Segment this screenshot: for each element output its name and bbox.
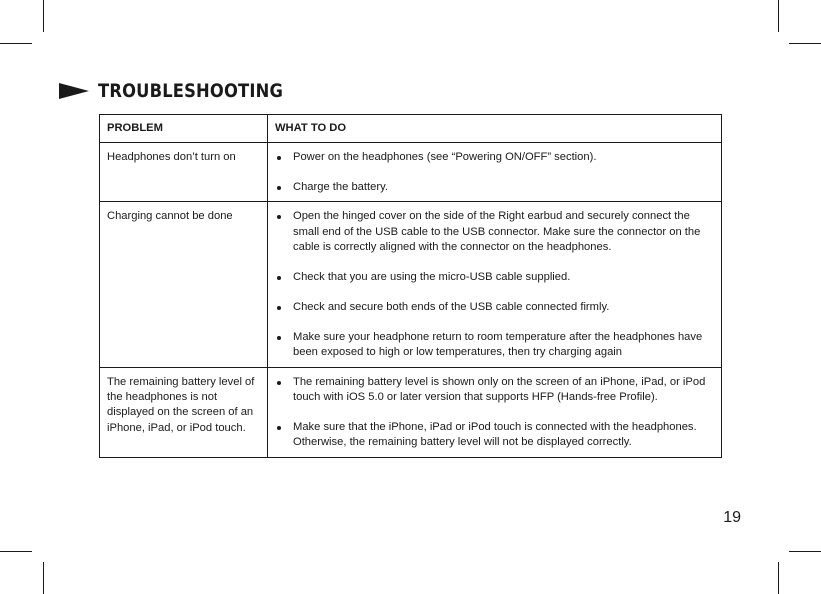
arrow-icon bbox=[59, 82, 89, 100]
crop-mark-bottom-left-vertical bbox=[43, 562, 44, 594]
header-what-to-do: WHAT TO DO bbox=[268, 115, 722, 143]
table-row bbox=[100, 367, 722, 457]
problem-cell: Headphones don’t turn on bbox=[100, 143, 268, 202]
actions-cell bbox=[268, 202, 722, 367]
action-item: The remaining battery level is shown only on the screen of an iPhone, iPad, or iPod touch with iOS 5.0 or later version that supports HFP (Hands-free Profile). bbox=[275, 375, 713, 406]
crop-mark-bottom-left-horizontal bbox=[0, 551, 32, 552]
troubleshooting-table bbox=[99, 114, 722, 458]
problem-cell: Charging cannot be done bbox=[100, 202, 268, 367]
crop-mark-top-right-horizontal bbox=[789, 43, 821, 44]
crop-mark-top-left-horizontal bbox=[0, 43, 32, 44]
crop-mark-bottom-right-horizontal bbox=[789, 551, 821, 552]
page-number: 19 bbox=[723, 509, 741, 526]
action-item: Make sure that the iPhone, iPad or iPod touch is connected with the headphones. Otherwise, the remaining battery level will not be displayed correctly. bbox=[275, 420, 713, 451]
action-list bbox=[275, 150, 713, 195]
action-item: Charge the battery. bbox=[275, 180, 713, 195]
problem-cell: The remaining battery level of the headphones is not displayed on the screen of an iPhone, iPad, or iPod touch. bbox=[100, 367, 268, 457]
action-list bbox=[275, 209, 713, 360]
crop-mark-top-right-vertical bbox=[778, 0, 779, 32]
action-list bbox=[275, 375, 713, 451]
crop-mark-bottom-right-vertical bbox=[778, 562, 779, 594]
table-row bbox=[100, 202, 722, 367]
crop-mark-top-left-vertical bbox=[43, 0, 44, 32]
table-header-row bbox=[100, 115, 722, 143]
header-problem: PROBLEM bbox=[100, 115, 268, 143]
table-row bbox=[100, 143, 722, 202]
section-title: TROUBLESHOOTING bbox=[98, 80, 284, 102]
action-item: Power on the headphones (see “Powering ON/OFF” section). bbox=[275, 150, 713, 165]
action-item: Check that you are using the micro-USB cable supplied. bbox=[275, 270, 713, 285]
actions-cell bbox=[268, 367, 722, 457]
actions-cell bbox=[268, 143, 722, 202]
action-item: Make sure your headphone return to room temperature after the headphones have been exposed to high or low temperatures, then try charging again bbox=[275, 330, 713, 361]
action-item: Check and secure both ends of the USB cable connected firmly. bbox=[275, 300, 713, 315]
section-heading bbox=[59, 77, 313, 105]
action-item: Open the hinged cover on the side of the Right earbud and securely connect the small end of the USB cable to the USB connector. Make sure the connector on the cable is correctly aligned with the connector on the headphones. bbox=[275, 209, 713, 255]
